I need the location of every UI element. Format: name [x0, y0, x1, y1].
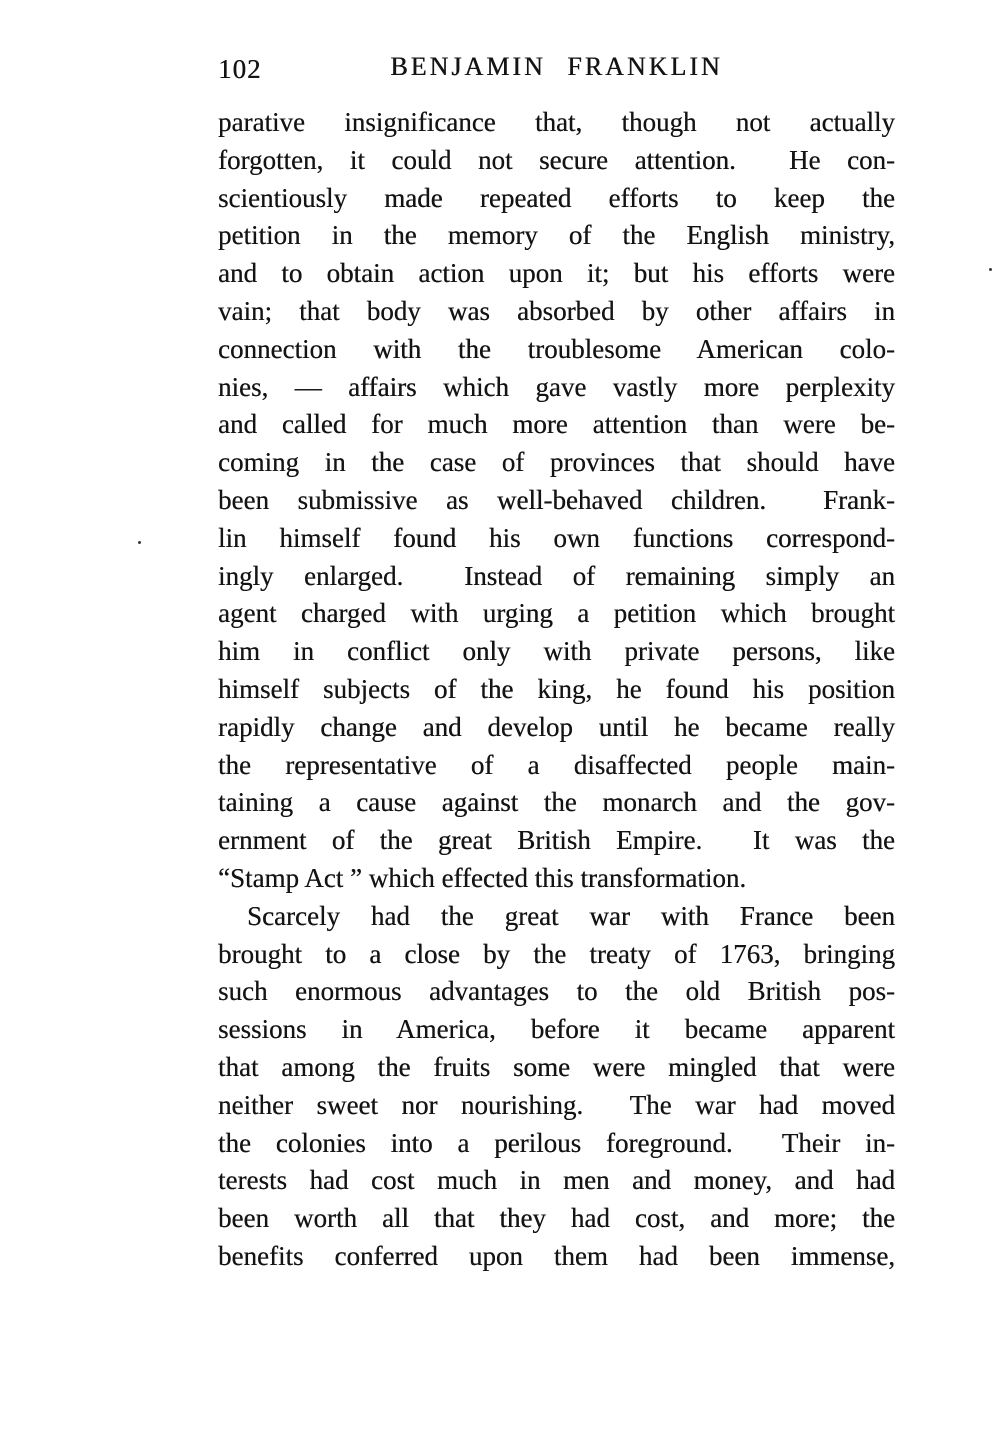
- text-line: the colonies into a perilous foreground. Their in-: [218, 1127, 895, 1158]
- text-line: lin himself found his own functions correspond-: [218, 522, 895, 553]
- page-number: 102: [218, 54, 262, 84]
- text-line: agent charged with urging a petition which brought: [218, 598, 895, 629]
- text-line: sessions in America, before it became apparent: [218, 1014, 895, 1045]
- text-line: terests had cost much in men and money, and had: [218, 1165, 895, 1196]
- paragraph-2: [218, 898, 895, 1276]
- paragraph-1: [218, 104, 895, 898]
- text-line: and called for much more attention than were be-: [218, 409, 895, 440]
- text-line: neither sweet nor nourishing. The war had moved: [218, 1089, 895, 1120]
- text-line: rapidly change and develop until he became really: [218, 711, 895, 742]
- text-line: coming in the case of provinces that should have: [218, 447, 895, 478]
- text-line: nies, — affairs which gave vastly more perplexity: [218, 371, 895, 402]
- text-line: him in conflict only with private persons, like: [218, 636, 895, 667]
- running-title: BENJAMIN FRANKLIN: [390, 52, 723, 81]
- text-line: such enormous advantages to the old British pos-: [218, 976, 895, 1007]
- text-line: and to obtain action upon it; but his efforts were: [218, 258, 895, 289]
- text-line: ingly enlarged. Instead of remaining simply an: [218, 560, 895, 591]
- running-head: [218, 52, 895, 86]
- text-line: brought to a close by the treaty of 1763, bringing: [218, 938, 895, 969]
- text-line: been worth all that they had cost, and more; the: [218, 1203, 895, 1234]
- text-line: himself subjects of the king, he found his position: [218, 673, 895, 704]
- text-line: taining a cause against the monarch and the gov-: [218, 787, 895, 818]
- text-line: parative insignificance that, though not actually: [218, 107, 895, 137]
- text-line: scientiously made repeated efforts to keep the: [218, 182, 895, 213]
- page-body: [218, 104, 895, 1276]
- text-line: ernment of the great British Empire. It was the: [218, 825, 895, 856]
- text-line: the representative of a disaffected people main-: [218, 749, 895, 780]
- text-line: petition in the memory of the English ministry,: [218, 220, 895, 251]
- scan-speck: [138, 541, 141, 544]
- text-line: “Stamp Act ” which effected this transformation.: [218, 862, 747, 893]
- text-line: benefits conferred upon them had been immense,: [218, 1240, 895, 1271]
- text-line: been submissive as well-behaved children. Frank-: [218, 484, 895, 515]
- text-line: connection with the troublesome American colo-: [218, 333, 895, 364]
- text-line: Scarcely had the great war with France been: [247, 900, 895, 931]
- text-line: forgotten, it could not secure attention. He con-: [218, 144, 895, 175]
- text-line: that among the fruits some were mingled that were: [218, 1051, 895, 1082]
- scan-speck: [989, 268, 992, 271]
- text-line: vain; that body was absorbed by other affairs in: [218, 295, 895, 326]
